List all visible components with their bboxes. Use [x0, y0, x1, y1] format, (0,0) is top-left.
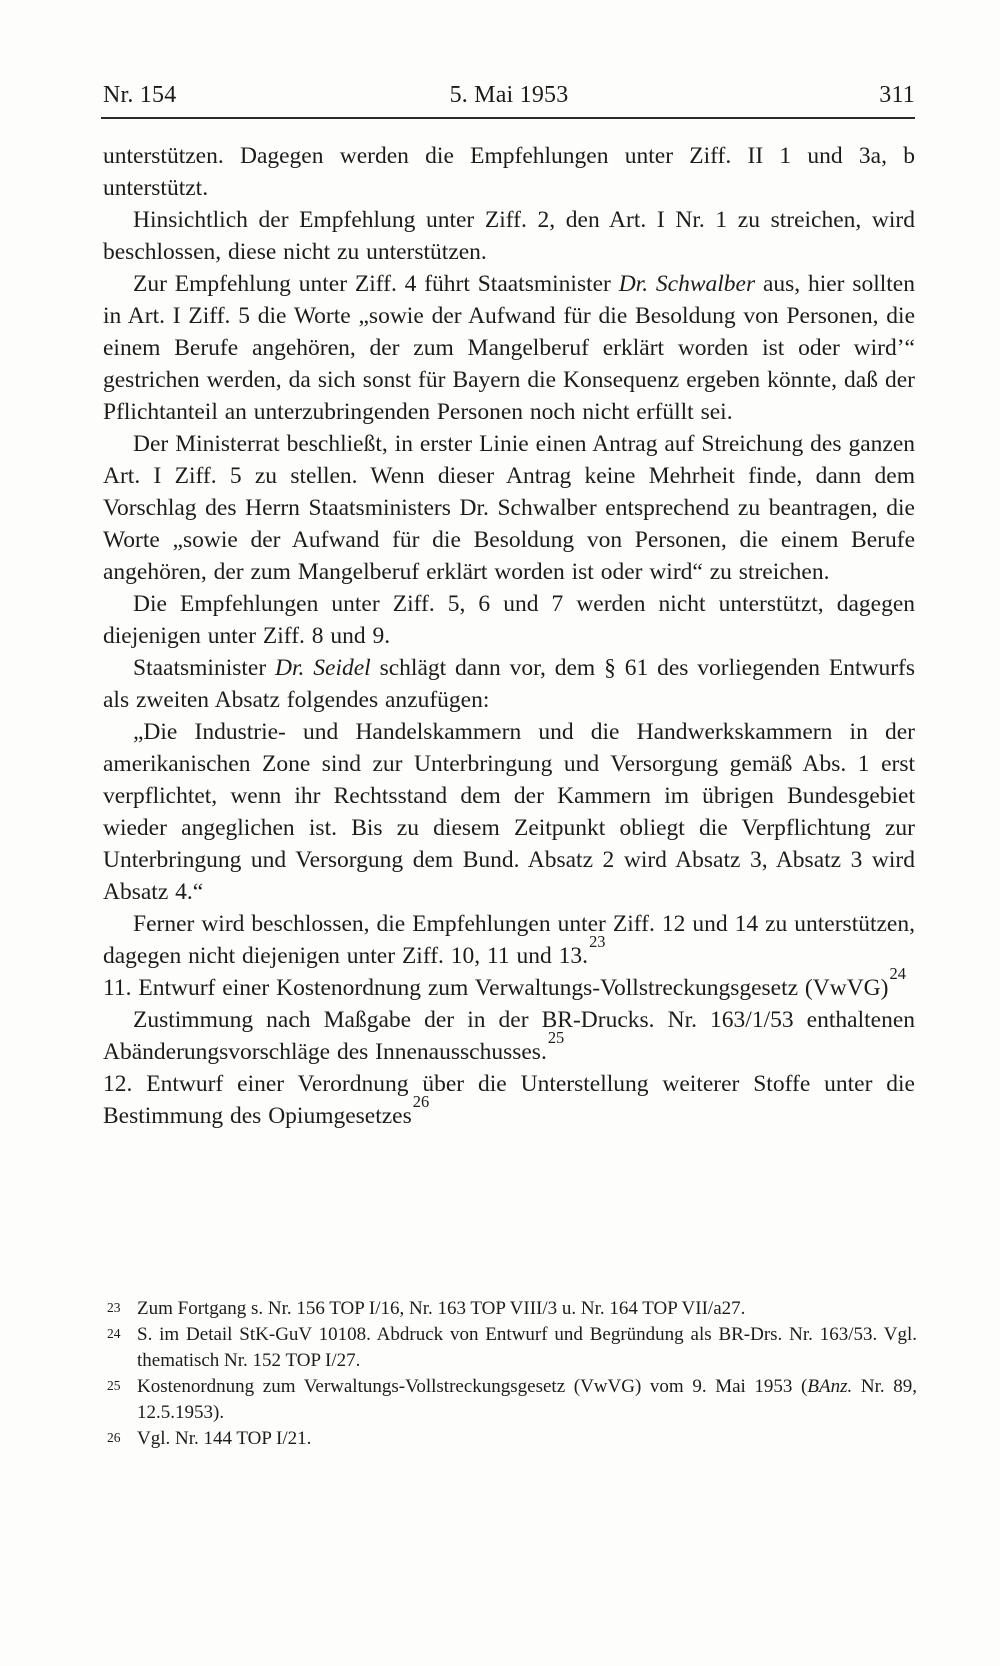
text-run: Nr. 89, 12.5.1953). [137, 1376, 917, 1423]
body-paragraph [103, 652, 915, 716]
agenda-item-heading [103, 964, 915, 1004]
document-number: Nr. 154 [103, 82, 177, 108]
footnote-number: 23 [107, 1300, 121, 1315]
body-paragraph [103, 428, 915, 588]
footnote-ref: 25 [547, 1028, 565, 1048]
header-date: 5. Mai 1953 [449, 82, 569, 108]
body-paragraph [103, 588, 915, 652]
footnote-ref: 24 [889, 964, 906, 984]
footnote-ref: 23 [589, 932, 606, 952]
body-paragraph [103, 716, 915, 908]
text-run: Zustimmung nach Maßgabe der in der BR-Drucks. Nr. 163/1/53 enthaltenen Abänderungsvorschläge des Innenausschusses. [103, 1007, 915, 1065]
footnote-text [137, 1428, 311, 1449]
agenda-item-heading [103, 1068, 915, 1132]
body-paragraph [103, 908, 915, 972]
page-number: 311 [879, 82, 915, 108]
text-run: Ferner wird beschlossen, die Empfehlungen unter Ziff. 12 und 14 zu unterstützen, dagegen nicht diejenigen unter Ziff. 10, 11 und 13. [103, 911, 915, 969]
text-run: Zur Empfehlung unter Ziff. 4 führt Staatsminister [133, 271, 619, 297]
text-run: Staatsminister [133, 655, 276, 681]
text-run: „Die Industrie- und Handelskammern und die Handwerkskammern in der amerikanischen Zone sind zur Unterbringung und Versorgung gemäß Abs. 1 erst verpflichtet, wenn ihr Rechtsstand dem der Kammern im übrigen Bundesgebiet wieder angeglichen ist. Bis zu diesem Zeitpunkt obliegt die Verpflichtung zur Unterbringung und Versorgung dem Bund. Absatz 2 wird Absatz 3, Absatz 3 wird Absatz 4.“ [103, 719, 915, 905]
body-paragraph [103, 204, 915, 268]
footnote-number: 25 [107, 1378, 121, 1393]
text-run: schlägt dann vor, dem § 61 des vorliegenden Entwurfs als zweiten Absatz folgendes anzufügen: [103, 655, 915, 713]
footnote-text [137, 1298, 745, 1319]
footnote [103, 1374, 917, 1426]
footnote-text [137, 1376, 917, 1423]
italic-text: BAnz. [807, 1376, 853, 1397]
footnote-number: 24 [107, 1326, 121, 1341]
body-paragraph [103, 1004, 915, 1068]
text-run: Zum Fortgang s. Nr. 156 TOP I/16, Nr. 163 TOP VIII/3 u. Nr. 164 TOP VII/a27. [137, 1298, 746, 1319]
text-run: Kostenordnung zum Verwaltungs-Vollstreckungsgesetz (VwVG) vom 9. Mai 1953 ( [137, 1376, 808, 1397]
text-run: aus, hier sollten in Art. I Ziff. 5 die Worte „sowie der Aufwand für die Besoldung von Personen, die einem Berufe angehören, der zum Mangelberuf erklärt worden ist oder wird’“ gestrichen werden, da sich sonst für Bayern die Konsequenz ergeben könnte, daß der Pflichtanteil an unterzubringenden Personen noch nicht erfüllt sei. [103, 271, 915, 425]
text-run: 11. Entwurf einer Kostenordnung zum Verwaltungs-Vollstreckungsgesetz (VwVG) [103, 975, 889, 1001]
italic-text: Dr. Seidel [275, 655, 371, 681]
body-paragraph [103, 140, 915, 204]
page-header [103, 82, 915, 108]
text-run: Die Empfehlungen unter Ziff. 5, 6 und 7 werden nicht unterstützt, dagegen diejenigen unter Ziff. 8 und 9. [103, 591, 915, 649]
text-run: 12. Entwurf einer Verordnung über die Unterstellung weiterer Stoffe unter die Bestimmung des Opiumgesetzes [103, 1071, 915, 1129]
footnotes [103, 1296, 917, 1452]
body-paragraph [103, 268, 915, 428]
text-run: Der Ministerrat beschließt, in erster Linie einen Antrag auf Streichung des ganzen Art. I Ziff. 5 zu stellen. Wenn dieser Antrag keine Mehrheit finde, dann dem Vorschlag des Herrn Staatsministers Dr. Schwalber entsprechend zu beantragen, die Worte „sowie der Aufwand für die Besoldung von Personen, die einem Berufe angehören, der zum Mangelberuf erklärt worden ist oder wird“ zu streichen. [103, 431, 915, 585]
footnote [103, 1296, 917, 1322]
text-run: Vgl. Nr. 144 TOP I/21. [137, 1428, 312, 1449]
text-run: S. im Detail StK-GuV 10108. Abdruck von Entwurf und Begründung als BR-Drs. Nr. 163/53. Vgl. thematisch Nr. 152 TOP I/27. [137, 1324, 917, 1371]
text-run: unterstützen. Dagegen werden die Empfehlungen unter Ziff. II 1 und 3a, b unterstützt. [103, 143, 915, 201]
footnote [103, 1426, 917, 1452]
text-run: Hinsichtlich der Empfehlung unter Ziff. 2, den Art. I Nr. 1 zu streichen, wird beschlossen, diese nicht zu unterstützen. [103, 207, 915, 265]
footnote [103, 1322, 917, 1374]
footnote-text [137, 1324, 917, 1371]
header-rule [101, 117, 915, 119]
footnote-ref: 26 [412, 1092, 430, 1112]
document-body [103, 140, 915, 1132]
footnote-number: 26 [107, 1430, 121, 1445]
italic-text: Dr. Schwalber [618, 271, 756, 297]
